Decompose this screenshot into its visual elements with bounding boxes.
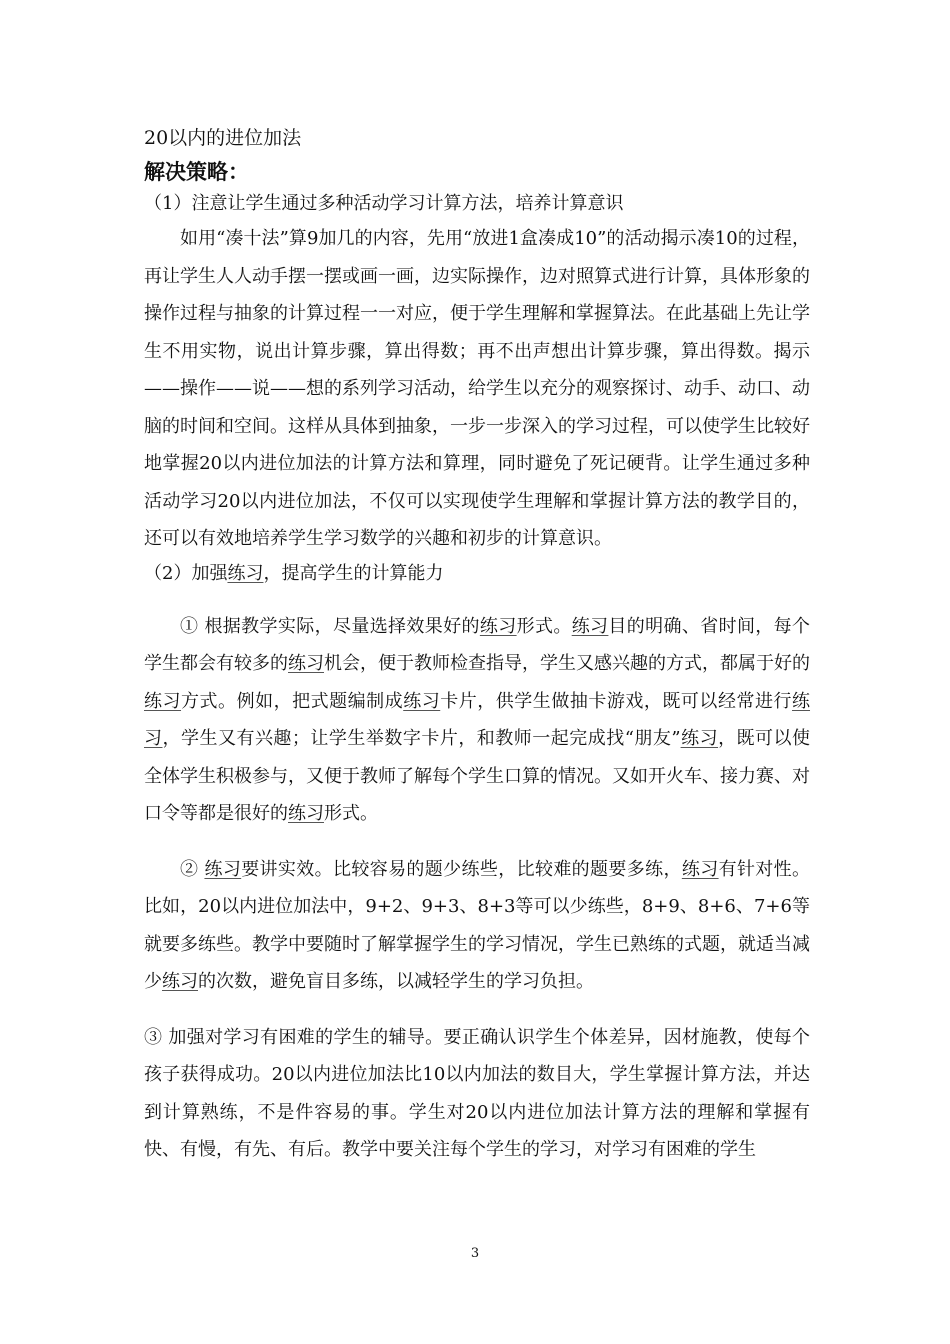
- subsection-1-title: （1）注意让学生通过多种活动学习计算方法，培养计算意识: [144, 193, 624, 214]
- section-heading: 解决策略：: [144, 160, 249, 184]
- subsection-2-prefix: （2）加强: [144, 562, 228, 584]
- paragraph-1: 如用“凑十法”算9加几的内容，先用“放进1盒凑成10”的活动揭示凑10的过程，再让学生人人动手摆一摆或画一画，边实际操作，边对照算式进行计算，具体形象的操作过程与抽象的计算过程一一对应，便于学生理解和掌握算法。在此基础上先让学生不用实物，说出计算步骤，算出得数；再不出声想出计算步骤，算出得数。揭示——操作——说——想的系列学习活动，给学生以充分的观察探讨、动手、动口、动脑的时间和空间。这样从具体到抽象，一步一步深入的学习过程，可以使学生比较好地掌握20以内进位加法的计算方法和算理，同时避免了死记硬背。让学生通过多种活动学习20以内进位加法，不仅可以实现使学生理解和掌握计算方法的教学目的，还可以有效地培养学生学习数学的兴趣和初步的计算意识。: [144, 228, 810, 549]
- paragraph-2: [144, 608, 810, 833]
- practice-link[interactable]: 练习: [479, 615, 517, 637]
- practice-link[interactable]: 练习: [144, 690, 182, 712]
- text-run: ，学生又有兴趣；让学生举数字卡片，和教师一起完成找“朋友”: [162, 728, 681, 749]
- practice-link[interactable]: 练习: [680, 728, 719, 749]
- text-run: 方式。例如，把式题编制成: [181, 690, 404, 712]
- practice-link[interactable]: 练习: [144, 690, 811, 749]
- subsection-2-suffix: ，提高学生的计算能力: [263, 562, 444, 584]
- text-run: 有针对性。比如，20以内进位加法中，9+2、9+3、8+3等可以少练些，8+9、8+6、7+6等就要多练些。教学中要随时了解掌握学生的学习情况，学生已熟练的式题，就适当减少: [144, 858, 811, 992]
- practice-link[interactable]: 练习: [204, 858, 242, 880]
- text-run: ，既可以使全体学生积极参与，又便于教师了解每个学生口算的情况。又如开火车、接力赛、对口令等都是很好的: [144, 728, 811, 824]
- topic-title: 20以内的进位加法: [144, 127, 302, 149]
- subsection-2-title: [144, 558, 810, 590]
- practice-link[interactable]: 练习: [571, 615, 609, 637]
- text-run: 要讲实效。比较容易的题少练些，比较难的题要多练，: [241, 858, 682, 880]
- practice-link[interactable]: 练习: [288, 803, 324, 824]
- text-run: 的次数，避免盲目多练，以减轻学生的学习负担。: [198, 971, 594, 992]
- practice-link[interactable]: 练习: [162, 971, 198, 992]
- practice-link[interactable]: 练习: [681, 858, 719, 880]
- practice-link[interactable]: 练习: [227, 562, 264, 584]
- paragraph-4: ③ 加强对学习有困难的学生的辅导。要正确认识学生个体差异，因材施教，使每个孩子获得成功。20以内进位加法比10以内加法的数目大，学生掌握计算方法，并达到计算熟练，不是件容易的事。学生对20以内进位加法计算方法的理解和掌握有快、有慢，有先、有后。教学中要关注每个学生的学习，对学习有困难的学生: [144, 1026, 810, 1160]
- text-run: 目的明确、省时间，每个学生都会有较多的: [144, 615, 811, 674]
- text-run: ②: [180, 858, 205, 880]
- text-run: 形式。: [516, 615, 572, 637]
- page-content: [144, 122, 810, 1169]
- text-run: 形式。: [324, 803, 378, 824]
- text-run: ① 根据教学实际，尽量选择效果好的: [180, 615, 480, 637]
- text-run: 卡片，供学生做抽卡游戏，既可以经常进行: [440, 690, 793, 712]
- text-run: 机会，便于教师检查指导，学生又感兴趣的方式，都属于好的: [324, 653, 810, 674]
- paragraph-3: [144, 851, 810, 1001]
- practice-link[interactable]: 练习: [403, 690, 441, 712]
- page-number: 3: [470, 1246, 480, 1261]
- practice-link[interactable]: 练习: [288, 653, 324, 674]
